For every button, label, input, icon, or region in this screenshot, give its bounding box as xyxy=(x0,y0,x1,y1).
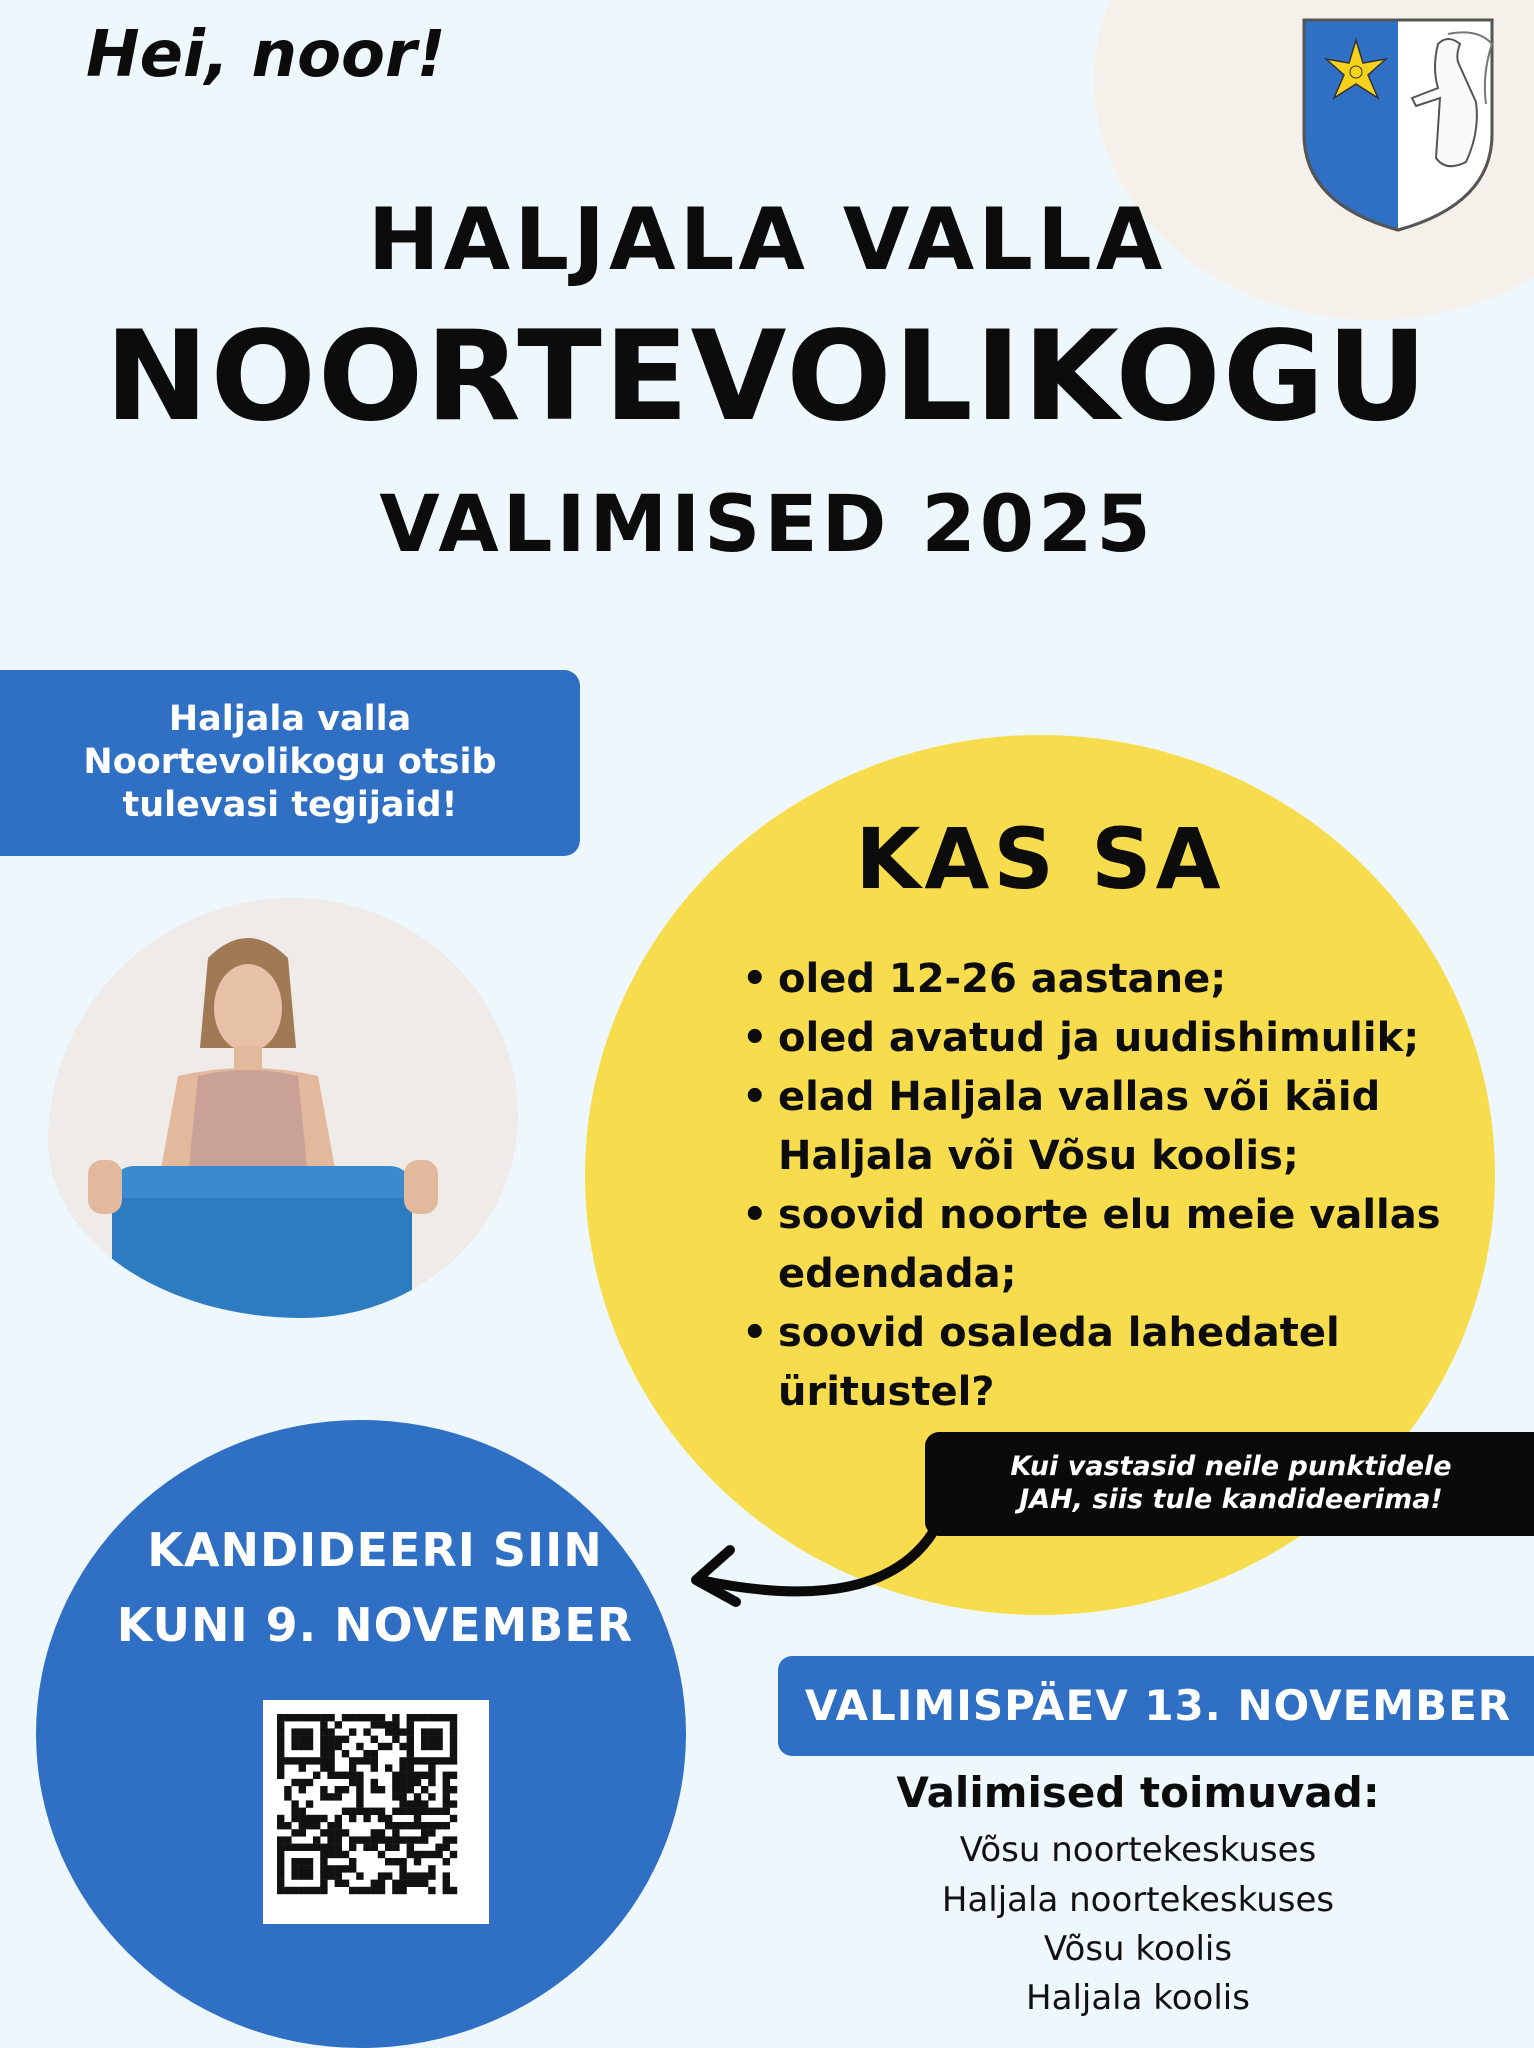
list-item: • elad Haljala vallas või käid Haljala või Võsu koolis; xyxy=(742,1068,1478,1186)
title-line-3: VALIMISED 2025 xyxy=(379,480,1155,570)
title-line-2: NOORTEVOLIKOGU xyxy=(104,305,1430,449)
location-item: Võsu koolis xyxy=(1043,1929,1233,1969)
election-date-box: VALIMISPÄEV 13. NOVEMBER xyxy=(778,1656,1534,1756)
list-item: • soovid noorte elu meie vallas edendada; xyxy=(742,1186,1478,1304)
title-line-1: HALJALA VALLA xyxy=(367,190,1167,290)
person-illustration xyxy=(48,898,518,1318)
apply-line-2: KUNI 9. NOVEMBER xyxy=(116,1598,634,1652)
callout-line-2: JAH, siis tule kandideerima! xyxy=(1019,1484,1443,1515)
intro-box xyxy=(0,670,580,856)
location-item: Haljala koolis xyxy=(1026,1978,1250,2018)
callout-line-1: Kui vastasid neile punktidele xyxy=(1010,1451,1452,1482)
locations-heading: Valimised toimuvad: xyxy=(896,1768,1380,1817)
curved-arrow-icon xyxy=(640,1510,960,1650)
intro-line-2: Noortevolikogu otsib xyxy=(83,742,497,782)
list-item: • soovid osaleda lahedatel üritustel? xyxy=(742,1304,1478,1422)
intro-line-3: tulevasi tegijaid! xyxy=(122,785,458,825)
location-item: Haljala noortekeskuses xyxy=(941,1880,1335,1920)
list-item: • oled avatud ja uudishimulik; xyxy=(742,1009,1478,1068)
questions-heading: KAS SA xyxy=(855,810,1225,908)
qr-code-icon[interactable] xyxy=(263,1700,489,1924)
photo-young-woman-with-mat xyxy=(48,898,518,1318)
qr-code-graphic xyxy=(263,1700,489,1924)
callout-box xyxy=(925,1432,1534,1536)
apply-line-1: KANDIDEERI SIIN xyxy=(147,1523,603,1577)
eligibility-list xyxy=(742,950,1478,1422)
location-item: Võsu noortekeskuses xyxy=(959,1830,1317,1870)
greeting: Hei, noor! xyxy=(86,18,446,92)
list-item: • oled 12-26 aastane; xyxy=(742,950,1478,1009)
intro-line-1: Haljala valla xyxy=(168,699,412,739)
